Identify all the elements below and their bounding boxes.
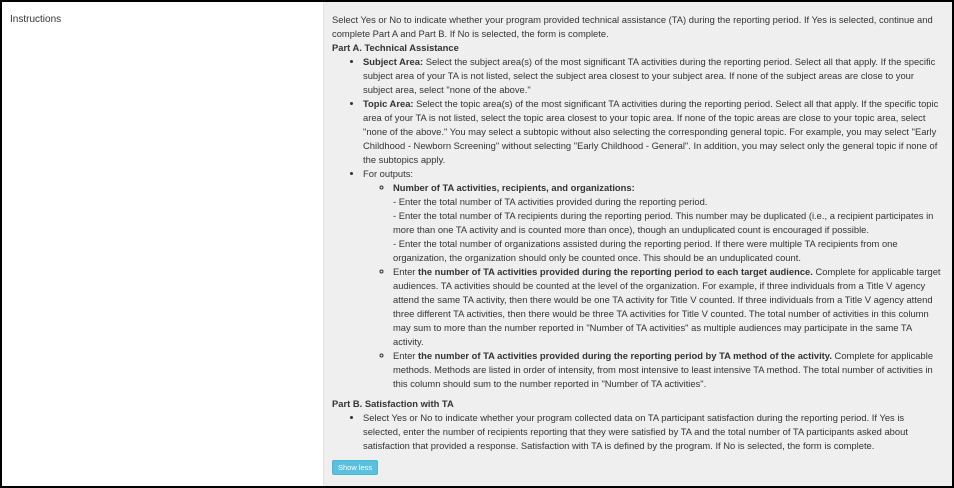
instructions-content — [332, 13, 942, 475]
number-of-label: Number of TA activities, recipients, and organizations: — [393, 182, 635, 193]
satisfaction-text: Select Yes or No to indicate whether your program collected data on TA participant satisfaction during the reporting period. If Yes is selected, enter the number of recipients reporting that they were satisfied by TA and the total number of TA participants asked about satisfaction that provided a response. Satisfaction with TA is defined by the program. If No is selected, the form is complete. — [363, 412, 908, 451]
number-of-line: - Enter the total number of TA activities provided during the reporting period. — [393, 196, 708, 207]
label-column — [2, 2, 323, 486]
show-less-button[interactable]: Show less — [332, 460, 378, 475]
ta-method-item — [393, 349, 942, 391]
number-of-item — [393, 181, 942, 265]
target-audience-text: Complete for applicable target audiences. TA activities should be counted at the level of the organization. For example, if three individuals from a Title V agency attend the same TA activity, then there would be one TA activity for Title V counted. If three individuals from a Title V agency attend three different TA activities, then there would be three TA activities for Title V counted. The total number of activities in this column may sum to more than the number reported in "Number of TA activities" as multiple audiences may participate in the same TA activity. — [393, 266, 941, 347]
subject-area-text: Select the subject area(s) of the most significant TA activities during the reporting period. Select all that apply. If the specific subject area of your TA is not listed, select the subject area closest to your subject area. If none of the subject areas are close to your subject area, select "none of the above." — [363, 56, 936, 95]
ta-method-text: Complete for applicable methods. Methods are listed in order of intensity, from most intensive to least intensive TA method. The total number of activities in this column should sum to the number reported in "Number of TA activities". — [393, 350, 934, 389]
target-audience-item — [393, 265, 942, 349]
topic-area-label: Topic Area: — [363, 98, 414, 109]
subject-area-label: Subject Area: — [363, 56, 424, 67]
topic-area-item — [363, 97, 942, 167]
satisfaction-item — [363, 411, 942, 453]
outputs-item — [363, 167, 942, 391]
outputs-label: For outputs: — [363, 168, 414, 179]
part-b-title: Part B. Satisfaction with TA — [332, 398, 454, 409]
ta-method-pre: Enter — [393, 350, 419, 361]
intro-text: Select Yes or No to indicate whether your program provided technical assistance (TA) during the reporting period. If Yes is selected, continue and complete Part A and Part B. If No is selected, the form is complete. — [332, 14, 933, 39]
ta-method-bold: the number of TA activities provided during the reporting period by TA method of the activity. — [418, 350, 832, 361]
outputs-sublist — [363, 181, 942, 391]
instructions-content-column — [323, 2, 952, 486]
topic-area-text: Select the topic area(s) of the most significant TA activities during the reporting period. Select all that apply. If the specific topic area of your TA is not listed, select the topic area closest to your topic area. If none of the topic areas are close to your topic area, select "none of the above." You may select a subtopic without also selecting the corresponding general topic. For example, you may select "Early Childhood - Newborn Screening" without selecting "Early Childhood - General". In addition, you may select only the general topic if none of the subtopics apply. — [363, 98, 939, 165]
part-b-list — [332, 411, 942, 453]
target-audience-bold: the number of TA activities provided during the reporting period to each target audience. — [418, 266, 813, 277]
part-a-list — [332, 55, 942, 391]
number-of-line: - Enter the total number of organizations assisted during the reporting period. If there were multiple TA recipients from one organization, the organization should only be counted once. This should be an unduplicated count. — [393, 238, 898, 263]
instructions-label: Instructions — [10, 14, 62, 25]
number-of-line: - Enter the total number of TA recipients during the reporting period. This number may be duplicated (i.e., a recipient participates in more than one TA activity and is counted more than once), though an unduplicated count is encouraged if possible. — [393, 210, 934, 235]
subject-area-item — [363, 55, 942, 97]
part-a-title: Part A. Technical Assistance — [332, 42, 459, 53]
target-audience-pre: Enter — [393, 266, 419, 277]
